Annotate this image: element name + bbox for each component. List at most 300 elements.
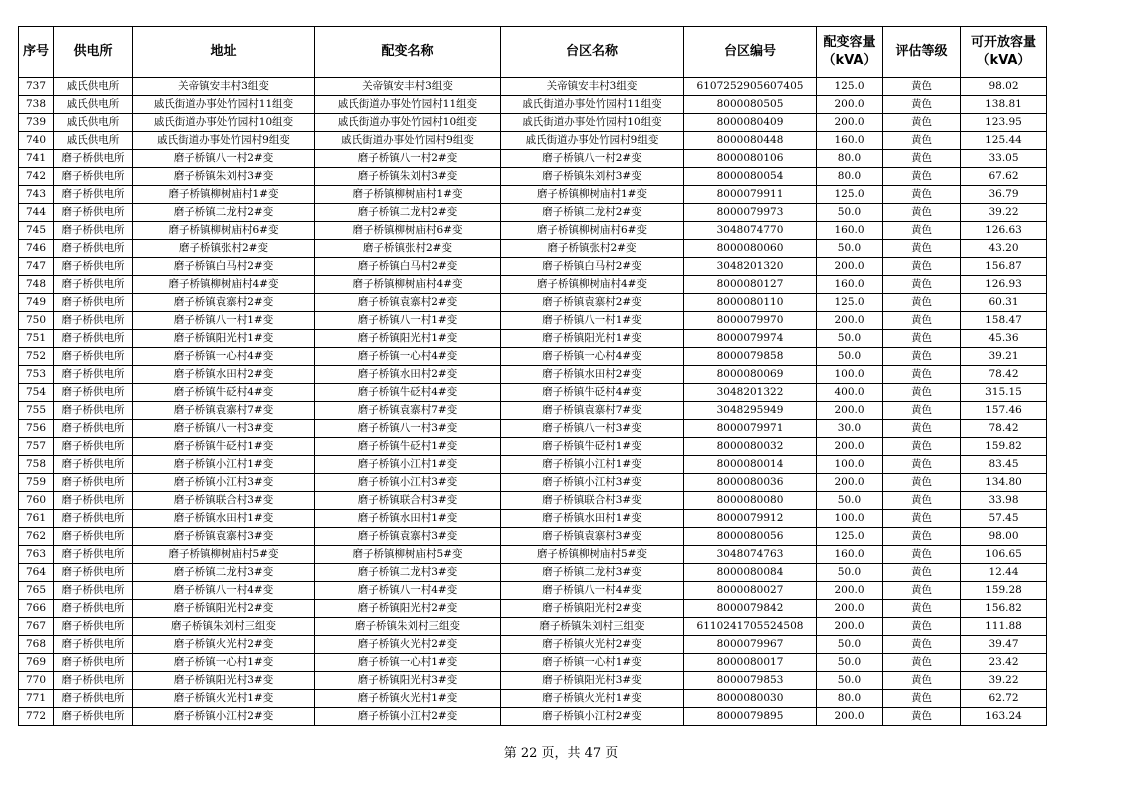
cell-office: 磨子桥供电所 — [54, 276, 133, 294]
cell-area-code: 8000080030 — [684, 690, 817, 708]
table-row — [19, 204, 1047, 222]
cell-open-capacity: 98.02 — [961, 78, 1047, 96]
cell-office: 磨子桥供电所 — [54, 672, 133, 690]
cell-area-code: 8000080060 — [684, 240, 817, 258]
cell-capacity: 200.0 — [817, 114, 883, 132]
cell-area-name: 磨子桥镇柳树庙村6#变 — [501, 222, 684, 240]
table-row — [19, 672, 1047, 690]
cell-area-code: 8000079911 — [684, 186, 817, 204]
cell-capacity: 200.0 — [817, 474, 883, 492]
cell-open-capacity: 126.93 — [961, 276, 1047, 294]
header-area-name: 台区名称 — [501, 27, 684, 78]
cell-area-name: 磨子桥镇柳树庙村1#变 — [501, 186, 684, 204]
cell-open-capacity: 156.87 — [961, 258, 1047, 276]
cell-area-name: 磨子桥镇八一村4#变 — [501, 582, 684, 600]
header-open-capacity — [961, 27, 1047, 78]
cell-transformer-name: 戚氏街道办事处竹园村11组变 — [315, 96, 501, 114]
cell-seq: 756 — [19, 420, 54, 438]
cell-transformer-name: 磨子桥镇阳光村2#变 — [315, 600, 501, 618]
table-row — [19, 114, 1047, 132]
cell-grade: 黄色 — [883, 186, 961, 204]
cell-open-capacity: 33.05 — [961, 150, 1047, 168]
cell-transformer-name: 磨子桥镇朱刘村3#变 — [315, 168, 501, 186]
cell-capacity: 200.0 — [817, 402, 883, 420]
cell-transformer-name: 磨子桥镇一心村4#变 — [315, 348, 501, 366]
cell-capacity: 160.0 — [817, 276, 883, 294]
cell-open-capacity: 106.65 — [961, 546, 1047, 564]
table-row — [19, 366, 1047, 384]
cell-address: 磨子桥镇一心村4#变 — [133, 348, 315, 366]
cell-area-code: 8000080106 — [684, 150, 817, 168]
table-row — [19, 546, 1047, 564]
cell-area-name: 磨子桥镇柳树庙村4#变 — [501, 276, 684, 294]
cell-grade: 黄色 — [883, 168, 961, 186]
cell-area-name: 磨子桥镇二龙村3#变 — [501, 564, 684, 582]
cell-capacity: 160.0 — [817, 546, 883, 564]
table-row — [19, 618, 1047, 636]
cell-grade: 黄色 — [883, 366, 961, 384]
cell-address: 关帝镇安丰村3组变 — [133, 78, 315, 96]
cell-seq: 739 — [19, 114, 54, 132]
cell-area-name: 磨子桥镇一心村4#变 — [501, 348, 684, 366]
cell-address: 磨子桥镇柳树庙村4#变 — [133, 276, 315, 294]
table-row — [19, 312, 1047, 330]
cell-address: 磨子桥镇水田村2#变 — [133, 366, 315, 384]
cell-grade: 黄色 — [883, 258, 961, 276]
cell-transformer-name: 磨子桥镇袁寨村7#变 — [315, 402, 501, 420]
cell-capacity: 200.0 — [817, 312, 883, 330]
table-row — [19, 654, 1047, 672]
table-row — [19, 420, 1047, 438]
cell-seq: 747 — [19, 258, 54, 276]
cell-open-capacity: 78.42 — [961, 366, 1047, 384]
table-row — [19, 564, 1047, 582]
cell-area-code: 8000079967 — [684, 636, 817, 654]
table-row — [19, 474, 1047, 492]
cell-address: 戚氏街道办事处竹园村10组变 — [133, 114, 315, 132]
cell-open-capacity: 43.20 — [961, 240, 1047, 258]
cell-open-capacity: 158.47 — [961, 312, 1047, 330]
cell-area-code: 8000080017 — [684, 654, 817, 672]
cell-grade: 黄色 — [883, 78, 961, 96]
cell-capacity: 30.0 — [817, 420, 883, 438]
cell-open-capacity: 134.80 — [961, 474, 1047, 492]
cell-capacity: 200.0 — [817, 96, 883, 114]
cell-transformer-name: 磨子桥镇火光村2#变 — [315, 636, 501, 654]
cell-address: 磨子桥镇二龙村2#变 — [133, 204, 315, 222]
cell-grade: 黄色 — [883, 150, 961, 168]
cell-area-name: 磨子桥镇联合村3#变 — [501, 492, 684, 510]
cell-seq: 749 — [19, 294, 54, 312]
cell-open-capacity: 98.00 — [961, 528, 1047, 546]
cell-office: 磨子桥供电所 — [54, 186, 133, 204]
table-row — [19, 600, 1047, 618]
cell-open-capacity: 33.98 — [961, 492, 1047, 510]
table-row — [19, 708, 1047, 726]
cell-capacity: 160.0 — [817, 222, 883, 240]
cell-grade: 黄色 — [883, 600, 961, 618]
cell-area-name: 磨子桥镇二龙村2#变 — [501, 204, 684, 222]
header-open-capacity-line1: 可开放容量 — [970, 35, 1036, 51]
cell-transformer-name: 磨子桥镇袁寨村2#变 — [315, 294, 501, 312]
cell-open-capacity: 60.31 — [961, 294, 1047, 312]
cell-area-code: 8000079895 — [684, 708, 817, 726]
header-office: 供电所 — [54, 27, 133, 78]
cell-area-code: 8000080054 — [684, 168, 817, 186]
cell-area-name: 磨子桥镇小江村1#变 — [501, 456, 684, 474]
cell-transformer-name: 磨子桥镇朱刘村三组变 — [315, 618, 501, 636]
cell-area-name: 磨子桥镇柳树庙村5#变 — [501, 546, 684, 564]
cell-office: 磨子桥供电所 — [54, 690, 133, 708]
table-row — [19, 78, 1047, 96]
cell-area-name: 磨子桥镇牛砭村1#变 — [501, 438, 684, 456]
cell-transformer-name: 磨子桥镇阳光村3#变 — [315, 672, 501, 690]
cell-area-code: 8000080110 — [684, 294, 817, 312]
table-row — [19, 330, 1047, 348]
cell-grade: 黄色 — [883, 654, 961, 672]
cell-seq: 753 — [19, 366, 54, 384]
cell-area-name: 磨子桥镇白马村2#变 — [501, 258, 684, 276]
cell-office: 磨子桥供电所 — [54, 564, 133, 582]
cell-area-code: 3048074770 — [684, 222, 817, 240]
cell-capacity: 200.0 — [817, 438, 883, 456]
cell-open-capacity: 126.63 — [961, 222, 1047, 240]
table-row — [19, 582, 1047, 600]
cell-transformer-name: 磨子桥镇牛砭村1#变 — [315, 438, 501, 456]
cell-address: 磨子桥镇袁寨村2#变 — [133, 294, 315, 312]
cell-grade: 黄色 — [883, 240, 961, 258]
cell-grade: 黄色 — [883, 456, 961, 474]
cell-area-name: 磨子桥镇火光村1#变 — [501, 690, 684, 708]
cell-office: 磨子桥供电所 — [54, 150, 133, 168]
cell-grade: 黄色 — [883, 672, 961, 690]
cell-office: 磨子桥供电所 — [54, 708, 133, 726]
cell-office: 戚氏供电所 — [54, 96, 133, 114]
cell-area-name: 磨子桥镇小江村2#变 — [501, 708, 684, 726]
table-row — [19, 456, 1047, 474]
cell-address: 磨子桥镇阳光村1#变 — [133, 330, 315, 348]
cell-capacity: 50.0 — [817, 348, 883, 366]
cell-open-capacity: 156.82 — [961, 600, 1047, 618]
cell-grade: 黄色 — [883, 564, 961, 582]
cell-area-name: 磨子桥镇阳光村3#变 — [501, 672, 684, 690]
table-row — [19, 384, 1047, 402]
cell-seq: 748 — [19, 276, 54, 294]
cell-open-capacity: 157.46 — [961, 402, 1047, 420]
cell-office: 磨子桥供电所 — [54, 474, 133, 492]
cell-grade: 黄色 — [883, 528, 961, 546]
cell-transformer-name: 磨子桥镇八一村4#变 — [315, 582, 501, 600]
cell-area-name: 关帝镇安丰村3组变 — [501, 78, 684, 96]
page-number: 第 22 页，共 47 页 — [503, 746, 619, 761]
cell-seq: 745 — [19, 222, 54, 240]
table-row — [19, 222, 1047, 240]
cell-office: 磨子桥供电所 — [54, 654, 133, 672]
cell-grade: 黄色 — [883, 546, 961, 564]
cell-transformer-name: 磨子桥镇水田村2#变 — [315, 366, 501, 384]
cell-area-code: 8000080448 — [684, 132, 817, 150]
cell-seq: 744 — [19, 204, 54, 222]
cell-capacity: 100.0 — [817, 510, 883, 528]
cell-seq: 751 — [19, 330, 54, 348]
cell-address: 磨子桥镇阳光村3#变 — [133, 672, 315, 690]
cell-seq: 766 — [19, 600, 54, 618]
cell-address: 磨子桥镇张村2#变 — [133, 240, 315, 258]
cell-seq: 758 — [19, 456, 54, 474]
cell-capacity: 200.0 — [817, 600, 883, 618]
cell-area-code: 3048201320 — [684, 258, 817, 276]
cell-transformer-name: 磨子桥镇联合村3#变 — [315, 492, 501, 510]
cell-office: 磨子桥供电所 — [54, 258, 133, 276]
cell-transformer-name: 磨子桥镇柳树庙村6#变 — [315, 222, 501, 240]
header-transformer-name: 配变名称 — [315, 27, 501, 78]
cell-grade: 黄色 — [883, 384, 961, 402]
cell-area-name: 戚氏街道办事处竹园村10组变 — [501, 114, 684, 132]
cell-grade: 黄色 — [883, 438, 961, 456]
cell-open-capacity: 159.28 — [961, 582, 1047, 600]
cell-address: 磨子桥镇牛砭村1#变 — [133, 438, 315, 456]
cell-seq: 764 — [19, 564, 54, 582]
cell-area-code: 8000080027 — [684, 582, 817, 600]
cell-area-code: 8000079973 — [684, 204, 817, 222]
cell-open-capacity: 39.21 — [961, 348, 1047, 366]
cell-office: 磨子桥供电所 — [54, 312, 133, 330]
header-open-capacity-line2: （kVA） — [976, 53, 1031, 68]
cell-address: 磨子桥镇火光村1#变 — [133, 690, 315, 708]
cell-capacity: 50.0 — [817, 330, 883, 348]
cell-transformer-name: 磨子桥镇柳树庙村4#变 — [315, 276, 501, 294]
cell-capacity: 200.0 — [817, 582, 883, 600]
cell-transformer-name: 磨子桥镇二龙村3#变 — [315, 564, 501, 582]
header-grade: 评估等级 — [883, 27, 961, 78]
table-row — [19, 168, 1047, 186]
cell-area-code: 3048074763 — [684, 546, 817, 564]
cell-open-capacity: 83.45 — [961, 456, 1047, 474]
cell-capacity: 50.0 — [817, 204, 883, 222]
cell-address: 磨子桥镇联合村3#变 — [133, 492, 315, 510]
cell-area-name: 磨子桥镇八一村2#变 — [501, 150, 684, 168]
cell-grade: 黄色 — [883, 708, 961, 726]
cell-transformer-name: 磨子桥镇八一村3#变 — [315, 420, 501, 438]
cell-area-name: 戚氏街道办事处竹园村9组变 — [501, 132, 684, 150]
cell-open-capacity: 39.22 — [961, 204, 1047, 222]
cell-area-code: 8000080032 — [684, 438, 817, 456]
cell-address: 磨子桥镇小江村3#变 — [133, 474, 315, 492]
cell-area-name: 戚氏街道办事处竹园村11组变 — [501, 96, 684, 114]
cell-address: 磨子桥镇朱刘村三组变 — [133, 618, 315, 636]
cell-grade: 黄色 — [883, 690, 961, 708]
cell-seq: 752 — [19, 348, 54, 366]
cell-area-code: 8000079842 — [684, 600, 817, 618]
cell-area-name: 磨子桥镇袁寨村7#变 — [501, 402, 684, 420]
cell-area-name: 磨子桥镇八一村3#变 — [501, 420, 684, 438]
cell-transformer-name: 磨子桥镇小江村2#变 — [315, 708, 501, 726]
cell-address: 戚氏街道办事处竹园村11组变 — [133, 96, 315, 114]
cell-grade: 黄色 — [883, 420, 961, 438]
cell-capacity: 200.0 — [817, 258, 883, 276]
cell-seq: 743 — [19, 186, 54, 204]
cell-seq: 770 — [19, 672, 54, 690]
cell-seq: 757 — [19, 438, 54, 456]
header-capacity-line1: 配变容量 — [823, 35, 876, 51]
cell-capacity: 125.0 — [817, 294, 883, 312]
cell-grade: 黄色 — [883, 330, 961, 348]
cell-seq: 755 — [19, 402, 54, 420]
cell-area-code: 8000079970 — [684, 312, 817, 330]
cell-address: 磨子桥镇八一村1#变 — [133, 312, 315, 330]
cell-office: 磨子桥供电所 — [54, 510, 133, 528]
table-row — [19, 510, 1047, 528]
cell-office: 戚氏供电所 — [54, 132, 133, 150]
cell-office: 磨子桥供电所 — [54, 402, 133, 420]
cell-grade: 黄色 — [883, 510, 961, 528]
cell-office: 磨子桥供电所 — [54, 636, 133, 654]
cell-office: 磨子桥供电所 — [54, 384, 133, 402]
table-row — [19, 240, 1047, 258]
cell-open-capacity: 123.95 — [961, 114, 1047, 132]
cell-open-capacity: 111.88 — [961, 618, 1047, 636]
cell-area-name: 磨子桥镇朱刘村3#变 — [501, 168, 684, 186]
cell-area-name: 磨子桥镇阳光村1#变 — [501, 330, 684, 348]
cell-office: 磨子桥供电所 — [54, 168, 133, 186]
cell-address: 磨子桥镇八一村4#变 — [133, 582, 315, 600]
cell-grade: 黄色 — [883, 312, 961, 330]
cell-grade: 黄色 — [883, 492, 961, 510]
cell-address: 磨子桥镇朱刘村3#变 — [133, 168, 315, 186]
cell-address: 磨子桥镇阳光村2#变 — [133, 600, 315, 618]
cell-capacity: 80.0 — [817, 168, 883, 186]
cell-grade: 黄色 — [883, 618, 961, 636]
cell-open-capacity: 159.82 — [961, 438, 1047, 456]
cell-area-name: 磨子桥镇阳光村2#变 — [501, 600, 684, 618]
cell-capacity: 200.0 — [817, 708, 883, 726]
cell-seq: 738 — [19, 96, 54, 114]
cell-seq: 737 — [19, 78, 54, 96]
cell-transformer-name: 磨子桥镇八一村2#变 — [315, 150, 501, 168]
cell-seq: 769 — [19, 654, 54, 672]
cell-area-name: 磨子桥镇张村2#变 — [501, 240, 684, 258]
transformer-capacity-table — [18, 26, 1047, 726]
table-row — [19, 276, 1047, 294]
cell-open-capacity: 67.62 — [961, 168, 1047, 186]
cell-office: 磨子桥供电所 — [54, 492, 133, 510]
cell-area-name: 磨子桥镇一心村1#变 — [501, 654, 684, 672]
cell-grade: 黄色 — [883, 294, 961, 312]
cell-transformer-name: 磨子桥镇张村2#变 — [315, 240, 501, 258]
cell-open-capacity: 12.44 — [961, 564, 1047, 582]
cell-capacity: 80.0 — [817, 150, 883, 168]
cell-seq: 760 — [19, 492, 54, 510]
cell-address: 磨子桥镇一心村1#变 — [133, 654, 315, 672]
cell-office: 磨子桥供电所 — [54, 204, 133, 222]
cell-office: 磨子桥供电所 — [54, 528, 133, 546]
cell-area-code: 8000080056 — [684, 528, 817, 546]
cell-area-code: 8000080014 — [684, 456, 817, 474]
header-address: 地址 — [133, 27, 315, 78]
cell-area-code: 8000080069 — [684, 366, 817, 384]
table-row — [19, 96, 1047, 114]
cell-office: 磨子桥供电所 — [54, 456, 133, 474]
table-row — [19, 294, 1047, 312]
cell-office: 磨子桥供电所 — [54, 582, 133, 600]
cell-transformer-name: 磨子桥镇柳树庙村5#变 — [315, 546, 501, 564]
cell-transformer-name: 磨子桥镇小江村1#变 — [315, 456, 501, 474]
table-row — [19, 492, 1047, 510]
cell-seq: 742 — [19, 168, 54, 186]
cell-address: 磨子桥镇袁寨村7#变 — [133, 402, 315, 420]
cell-capacity: 50.0 — [817, 564, 883, 582]
table-row — [19, 438, 1047, 456]
cell-capacity: 100.0 — [817, 456, 883, 474]
cell-open-capacity: 36.79 — [961, 186, 1047, 204]
table-body — [19, 78, 1047, 726]
cell-area-code: 8000079974 — [684, 330, 817, 348]
header-seq: 序号 — [19, 27, 54, 78]
cell-address: 磨子桥镇八一村3#变 — [133, 420, 315, 438]
cell-capacity: 50.0 — [817, 636, 883, 654]
cell-transformer-name: 磨子桥镇白马村2#变 — [315, 258, 501, 276]
cell-grade: 黄色 — [883, 96, 961, 114]
cell-office: 磨子桥供电所 — [54, 420, 133, 438]
cell-office: 磨子桥供电所 — [54, 240, 133, 258]
cell-office: 磨子桥供电所 — [54, 618, 133, 636]
cell-seq: 750 — [19, 312, 54, 330]
cell-office: 磨子桥供电所 — [54, 600, 133, 618]
cell-grade: 黄色 — [883, 276, 961, 294]
cell-office: 磨子桥供电所 — [54, 546, 133, 564]
cell-seq: 772 — [19, 708, 54, 726]
cell-transformer-name: 磨子桥镇柳树庙村1#变 — [315, 186, 501, 204]
cell-address: 磨子桥镇水田村1#变 — [133, 510, 315, 528]
cell-seq: 762 — [19, 528, 54, 546]
table-row — [19, 348, 1047, 366]
cell-capacity: 100.0 — [817, 366, 883, 384]
cell-area-code: 8000079912 — [684, 510, 817, 528]
table-row — [19, 258, 1047, 276]
cell-transformer-name: 磨子桥镇火光村1#变 — [315, 690, 501, 708]
table-row — [19, 402, 1047, 420]
cell-grade: 黄色 — [883, 636, 961, 654]
cell-area-name: 磨子桥镇朱刘村三组变 — [501, 618, 684, 636]
cell-area-code: 8000079853 — [684, 672, 817, 690]
header-area-code: 台区编号 — [684, 27, 817, 78]
cell-capacity: 400.0 — [817, 384, 883, 402]
header-capacity — [817, 27, 883, 78]
cell-capacity: 125.0 — [817, 78, 883, 96]
table-row — [19, 636, 1047, 654]
cell-capacity: 160.0 — [817, 132, 883, 150]
cell-address: 戚氏街道办事处竹园村9组变 — [133, 132, 315, 150]
cell-open-capacity: 163.24 — [961, 708, 1047, 726]
cell-address: 磨子桥镇八一村2#变 — [133, 150, 315, 168]
cell-address: 磨子桥镇柳树庙村1#变 — [133, 186, 315, 204]
cell-transformer-name: 磨子桥镇八一村1#变 — [315, 312, 501, 330]
cell-open-capacity: 57.45 — [961, 510, 1047, 528]
cell-area-code: 6107252905607405 — [684, 78, 817, 96]
cell-grade: 黄色 — [883, 582, 961, 600]
cell-office: 戚氏供电所 — [54, 114, 133, 132]
table-row — [19, 186, 1047, 204]
cell-capacity: 50.0 — [817, 492, 883, 510]
cell-transformer-name: 戚氏街道办事处竹园村9组变 — [315, 132, 501, 150]
cell-grade: 黄色 — [883, 204, 961, 222]
cell-area-code: 8000080127 — [684, 276, 817, 294]
cell-area-name: 磨子桥镇火光村2#变 — [501, 636, 684, 654]
table-row — [19, 132, 1047, 150]
cell-office: 磨子桥供电所 — [54, 330, 133, 348]
cell-capacity: 50.0 — [817, 654, 883, 672]
cell-capacity: 80.0 — [817, 690, 883, 708]
